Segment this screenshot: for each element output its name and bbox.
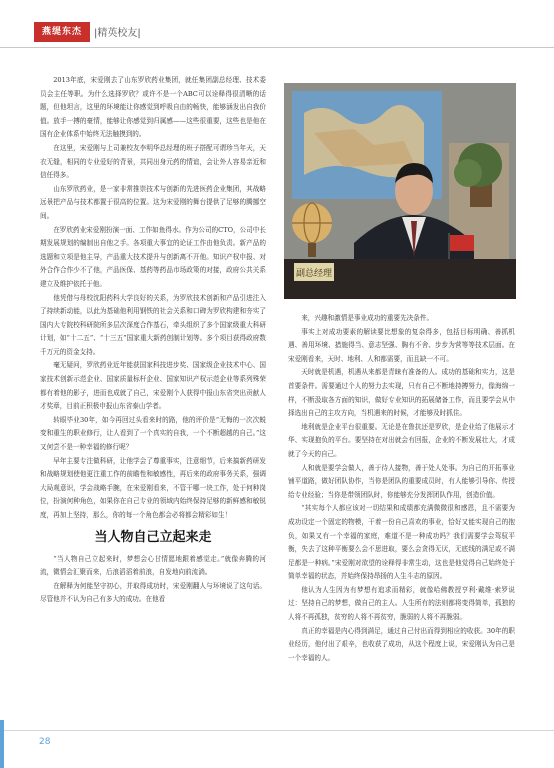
- desk-placard-text: 副总经理: [295, 269, 333, 279]
- paragraph: 他凭借与母校沈阳药科大学良好的关系，为罗欣技术创新和产品引进注入了持续新动能，以此为基础他利用钢铁的社会关系和口碑为罗欣构建和夯实了国内大专院校科研院所多层次深度合作基石，牵头组织了多个国家级重大科研计划，如“十二五”、“十三五”国家重大新药创制计划等。多个项目获得政府数千万元的资金支持。: [40, 293, 266, 356]
- right-column: [288, 312, 515, 665]
- paragraph: “其实每个人都应该对一切结果和成绩都充满微微很和感恩，且不需要为成功设定一个固定的物模，干着一份自己喜欢的事业，恰好又能实现自己的抱负，如果又有一个幸福的家庭，难道不是一种成功吗？我们需要学会驾驭平衡，失去了这种平衡要么会不思进取，要么会贪得无厌，无底线的满足或不满足都是一种病。”宋爱刚对欲望的诠释得非常生动，这也是他觉得自己始终处于简单幸福的状态，并始终保持昂扬的人生斗志的原因。: [288, 504, 515, 581]
- page-header: [0, 0, 554, 56]
- section-name: |精英校友|: [94, 28, 141, 39]
- portrait-photo: [284, 83, 516, 299]
- left-column-text-top: [40, 74, 266, 523]
- paragraph: 在这里，宋爱刚与上司兼校友李明华总经理的班子搭配可谓珍当年天，天衣无缝，相同的专业爱好的背景，共同出身元药的情谊，会让外人容易亲近和信任得多。: [40, 143, 266, 180]
- paragraph: 人和就是要学会做人，善于待人接物，善于处人处事。为自己的开拓事业铺平道路，做好团队协作，当你是团队的重要成员时，有人能够引导你、传授给专业经验；当你是带领团队时，你能够充分发挥团队作用，创造价值。: [288, 463, 515, 499]
- magazine-logo: 燕缇东杰: [34, 22, 90, 42]
- paragraph: 2013年底，宋爱刚去了山东罗欣药业集团，就任集团副总经理、技术委员会主任等职。为什么选择罗欣？或许不是一个ABC可以诠释得很清晰的话题，但他坦言，这里的环境能让你感觉到呼吸自由的畅快，能够涵发出自我价值。放手一搏的豪情，能够让你感觉到归属感——这些很重要，这些也是他在国有企业体系中始终无法触摸到的。: [40, 76, 266, 139]
- paragraph: 地利就是企业平台很重要。无论是在鲁抗还是罗欣，是企业给了他展示才华、实现抱负的平台。要坚持在对出就会有回报，企业的不断发展壮大，才成就了今天的自己。: [288, 422, 515, 458]
- right-column-text: [288, 312, 515, 665]
- page-number: 28: [39, 737, 51, 747]
- section-subheading: 当人物自己立起来走: [94, 529, 212, 545]
- left-column: [40, 74, 266, 607]
- paragraph: 他认为人生因为有梦想有追求而精彩，就像哈佛教授亨利·戴维·索罗说过：坚持自己的梦想，做自己的主人。人生所有的法则都将变得简单，孤独的人将不再孤独，贫穷的人将不再贫穷，脆弱的人将不再脆弱。: [288, 585, 515, 622]
- paragraph: 山东罗欣药业，是一家非常推崇技术与创新的先进医药企业集团，其战略远景把产品与技术都置于很高的位置。这为宋爱刚的舞台提供了足够的腾挪空间。: [40, 184, 266, 220]
- page-edge-bar: [0, 720, 4, 768]
- header-divider: [0, 47, 554, 48]
- footer-divider: [0, 730, 554, 731]
- paragraph: 来，兴趣和激情是事业成功的重要先决条件。: [301, 314, 434, 322]
- left-column-text-bottom: [40, 553, 266, 607]
- paragraph: “当人物自己立起来时，梦想会心甘情愿地跟着感觉走。”就像奔腾的河流，微情会汇聚而来，后浪滔滔着前浪，自发地向前流淌。: [40, 554, 266, 577]
- paragraph: 天时就是机遇，机遇从来都是青睐有准备的人。成功的基础和实力，这是首要条件。需要通过个人的努力去实现，只有自己不断地持搏努力，像海绵一样，不断汲取各方面的知识，做好专业知识的拓展储备工作，而且要学会从中择选出自己的主攻方向，当机遇来的时候，才能够及时抓住。: [288, 368, 515, 418]
- paragraph: 在罗欣药业宋爱刚扮演一面、工作如鱼得水。作为公司的CTO，公司中长期发展规划的编制出自他之手。各项重大事宜的论证工作由他负责。新产品的选题和立项是他主导，产品重大技术提升与创新离不开他。知识产权申报、对外合作合作少不了他，产品医保、基药等药品市场政策的对接，政府公共关系建立及维护依托于他。: [40, 225, 266, 288]
- paragraph: 在解释为何能坚守初心，并取得成功时，宋爱刚翻人与环境说了这句话。尽管他并不认为自己有多大的成功。在他看: [40, 581, 266, 604]
- paragraph: 真正的幸福是内心得到满足，通过自己付出而得到相应的收获。30年的职业经历，他付出了艰辛，也收获了成功，从这个程度上说，宋爱刚认为自己是一个幸福的人。: [288, 626, 515, 662]
- paragraph: 早年主要专注做科研，让他学会了尊重事实，注意细节，后来搞新药研发和战略规划使他更注重工作的前瞻性和敏感性，再后来的政府事务关系，强调大局观意识，学会战略手腕，在宋爱刚看来，不管干哪一块工作，处于何种岗位，扮演何种角色，如果你在自己专业的领域内始终保持足够的新鲜感和敏锐度，再加上坚持，那么，你的每一个角色都会必将都会精彩如生！: [40, 456, 266, 519]
- paragraph: 事实上对成功要素的解读要比想象的复杂得多，包括目标明确、善抓机遇、善用环境、措施得当、意志坚强、胸有不舍、步步为营等等技术层面。在宋爱刚看来，天时、地利、人和都需要，而且缺一不可。: [288, 327, 515, 363]
- paragraph: 毫无疑问，罗欣药业近年能获国家科技进步奖、国家级企业技术中心、国家技术创新示范企业、国家质量标杆企业、国家知识产权示范企业等系列殊荣都有着他的影子，进而也成就了自己，宋爱刚个人获得中报山东省突出贡献人才奖章，目前正积极申报山东省泰山学者。: [40, 361, 266, 411]
- paragraph: 转眼毕业30年，如今再回过头看来时的路，他的评价是“无悔的一次次蜕变和重生的职业修行，让人看到了一个真实的自我，一个不断超越的自己。”这又何尝不是一种幸福的修行呢？: [40, 415, 266, 452]
